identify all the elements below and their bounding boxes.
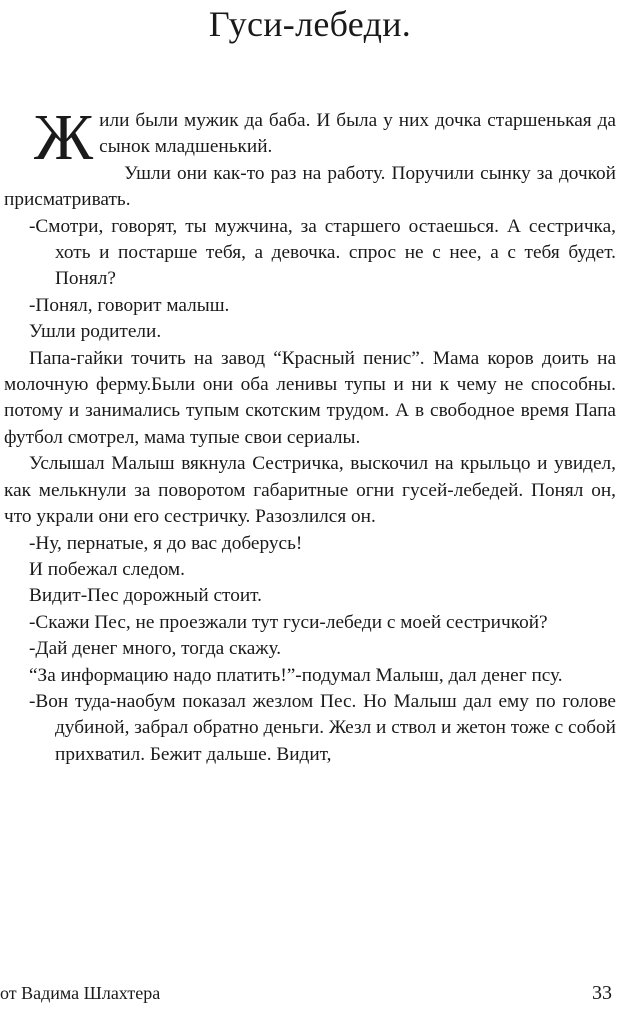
paragraph: -Дай денег много, тогда скажу. [29, 638, 282, 660]
dialogue-line: -Вон туда-наобум показал жезлом Пес. Но Малыш дал ему по голове дубиной, забрал обратно деньги. Жезл и ствол и жетон тоже с собой прихватил. Бежит дальше. Видит, [29, 690, 616, 765]
page-number: 33 [592, 982, 612, 1004]
paragraph: И побежал следом. [29, 558, 185, 580]
dialogue-line: -Скажи Пес, не проезжали тут гуси-лебеди с моей сестричкой? [29, 611, 548, 633]
paragraph: -Понял, говорит малыш. [29, 294, 230, 316]
page-title: Гуси-лебеди. [208, 4, 412, 44]
footer-author: от Вадима Шлахтера [0, 983, 161, 1003]
paragraph: Услышал Малыш вякнула Сестричка, выскочил на крыльцо и увидел, как мелькнули за поворотом габаритные огни гусей-лебедей. Понял он, что украли они его сестричку. Разозлился он. [4, 453, 616, 528]
story-text [4, 101, 616, 768]
intro-text: или были мужик да баба. И была у них дочка старшенькая да сынок младшенький. [99, 110, 616, 158]
drop-cap: Ж [34, 101, 94, 174]
paragraph: Видит-Пес дорожный стоит. [29, 585, 262, 607]
paragraph: Ушли они как-то раз на работу. Поручили сынку за дочкой присматривать. [4, 162, 616, 211]
dialogue-line: -Смотри, говорят, ты мужчина, за старшего остаешься. А сестричка, хоть и постарше тебя, а девочка. спрос не с нее, а с тебя будет. Понял? [29, 215, 616, 290]
paragraph: Папа-гайки точить на завод “Красный пенис”. Мама коров доить на молочную ферму.Были они оба ленивы тупы и ни к чему не способны. потому и занимались тупым скотским трудом. А в свободное время Папа футбол смотрел, мама тупые свои сериалы. [4, 347, 616, 448]
intro-paragraph [4, 101, 616, 174]
paragraph: Ушли родители. [29, 321, 162, 343]
paragraph: -Ну, пернатые, я до вас доберусь! [29, 532, 303, 554]
paragraph: “За информацию надо платить!”-подумал Малыш, дал денег псу. [29, 664, 563, 686]
